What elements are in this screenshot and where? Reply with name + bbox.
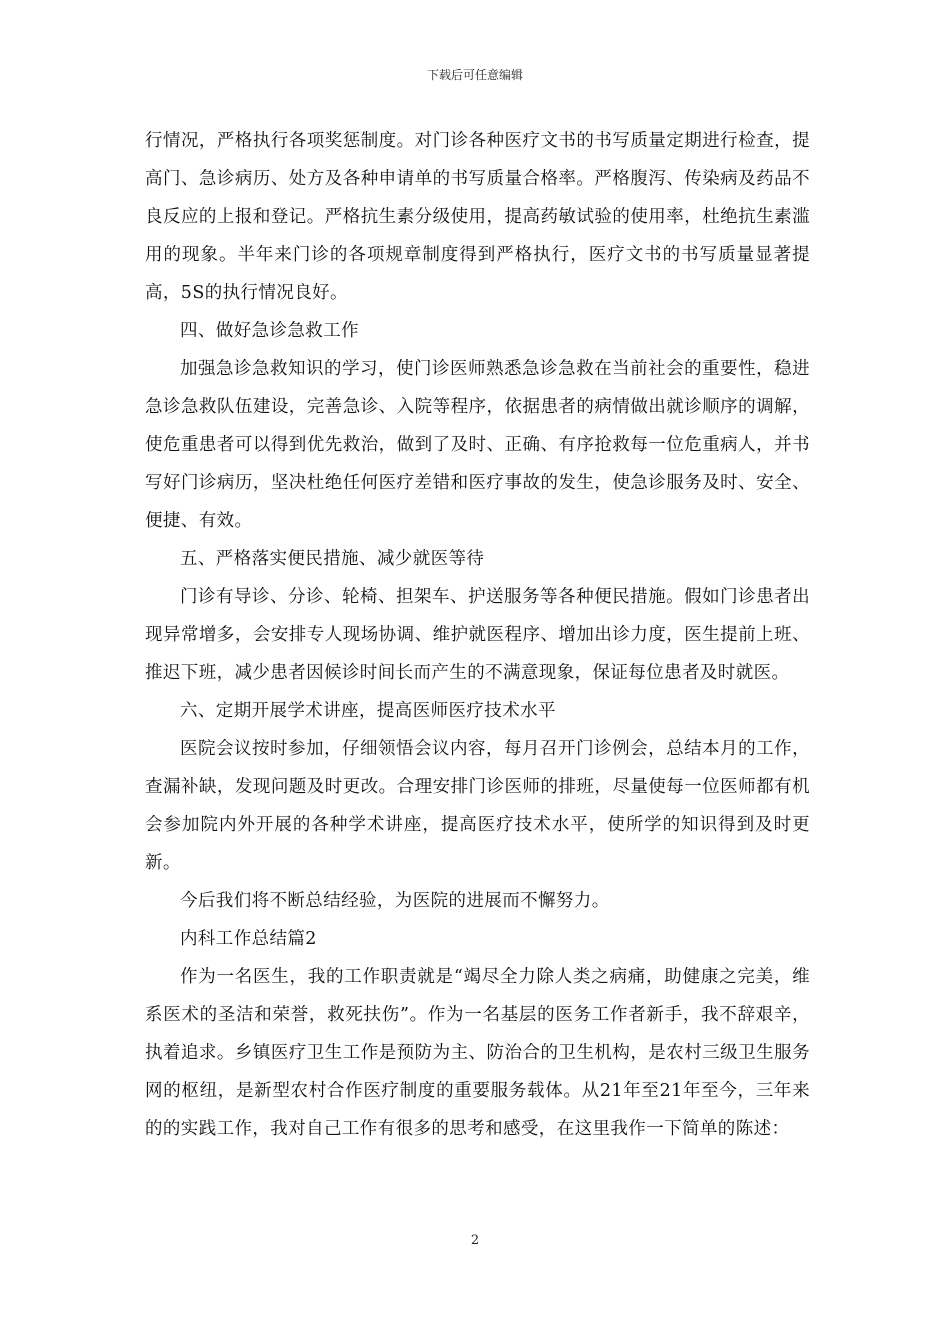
paragraph-closing: 今后我们将不断总结经验，为医院的进展而不懈努力。 <box>180 891 610 911</box>
article-title-2: 内科工作总结篇2 <box>180 929 317 949</box>
section-heading-6: 六、定期开展学术讲座，提高医师医疗技术水平 <box>180 701 556 721</box>
paragraph-continuation: 行情况，严格执行各项奖惩制度。对门诊各种医疗文书的书写质量定期进行检查，提高门、急诊病历、处方及各种申请单的书写质量合格率。严格腹泻、传染病及药品不良反应的上报和登记。严格抗生素分级使用，提高药敏试验的使用率，杜绝抗生素滥用的现象。半年来门诊的各项规章制度得到严格执行，医疗文书的书写质量显著提高，5S的执行情况良好。 <box>145 131 810 303</box>
paragraph-lectures: 医院会议按时参加，仔细领悟会议内容，每月召开门诊例会，总结本月的工作，查漏补缺，发现问题及时更改。合理安排门诊医师的排班，尽量使每一位医师都有机会参加院内外开展的各种学术讲座，提高医疗技术水平，使所学的知识得到及时更新。 <box>145 739 810 873</box>
page-number: 2 <box>470 1233 480 1248</box>
page-header: 下载后可任意编辑 <box>426 68 523 82</box>
paragraph-convenience: 门诊有导诊、分诊、轮椅、担架车、护送服务等各种便民措施。假如门诊患者出现异常增多，会安排专人现场协调、维护就医程序、增加出诊力度，医生提前上班、推迟下班，减少患者因候诊时间长而产生的不满意现象，保证每位患者及时就医。 <box>145 587 810 683</box>
section-heading-4: 四、做好急诊急救工作 <box>180 321 359 341</box>
document-body <box>145 122 810 1148</box>
paragraph-intro-2: 作为一名医生，我的工作职责就是“竭尽全力除人类之病痛，助健康之完美，维系医术的圣洁和荣誉，救死扶伤”。作为一名基层的医务工作者新手，我不辞艰辛，执着追求。乡镇医疗卫生工作是预防为主、防治合的卫生机构，是农村三级卫生服务网的枢纽，是新型农村合作医疗制度的重要服务载体。从21年至21年至今，三年来的的实践工作，我对自己工作有很多的思考和感受，在这里我作一下简单的陈述： <box>145 967 810 1139</box>
section-heading-5: 五、严格落实便民措施、减少就医等待 <box>180 549 485 569</box>
paragraph-emergency: 加强急诊急救知识的学习，使门诊医师熟悉急诊急救在当前社会的重要性，稳进急诊急救队伍建设，完善急诊、入院等程序，依据患者的病情做出就诊顺序的调解，使危重患者可以得到优先救治，做到了及时、正确、有序抢救每一位危重病人，并书写好门诊病历，坚决杜绝任何医疗差错和医疗事故的发生，使急诊服务及时、安全、便捷、有效。 <box>145 359 810 531</box>
